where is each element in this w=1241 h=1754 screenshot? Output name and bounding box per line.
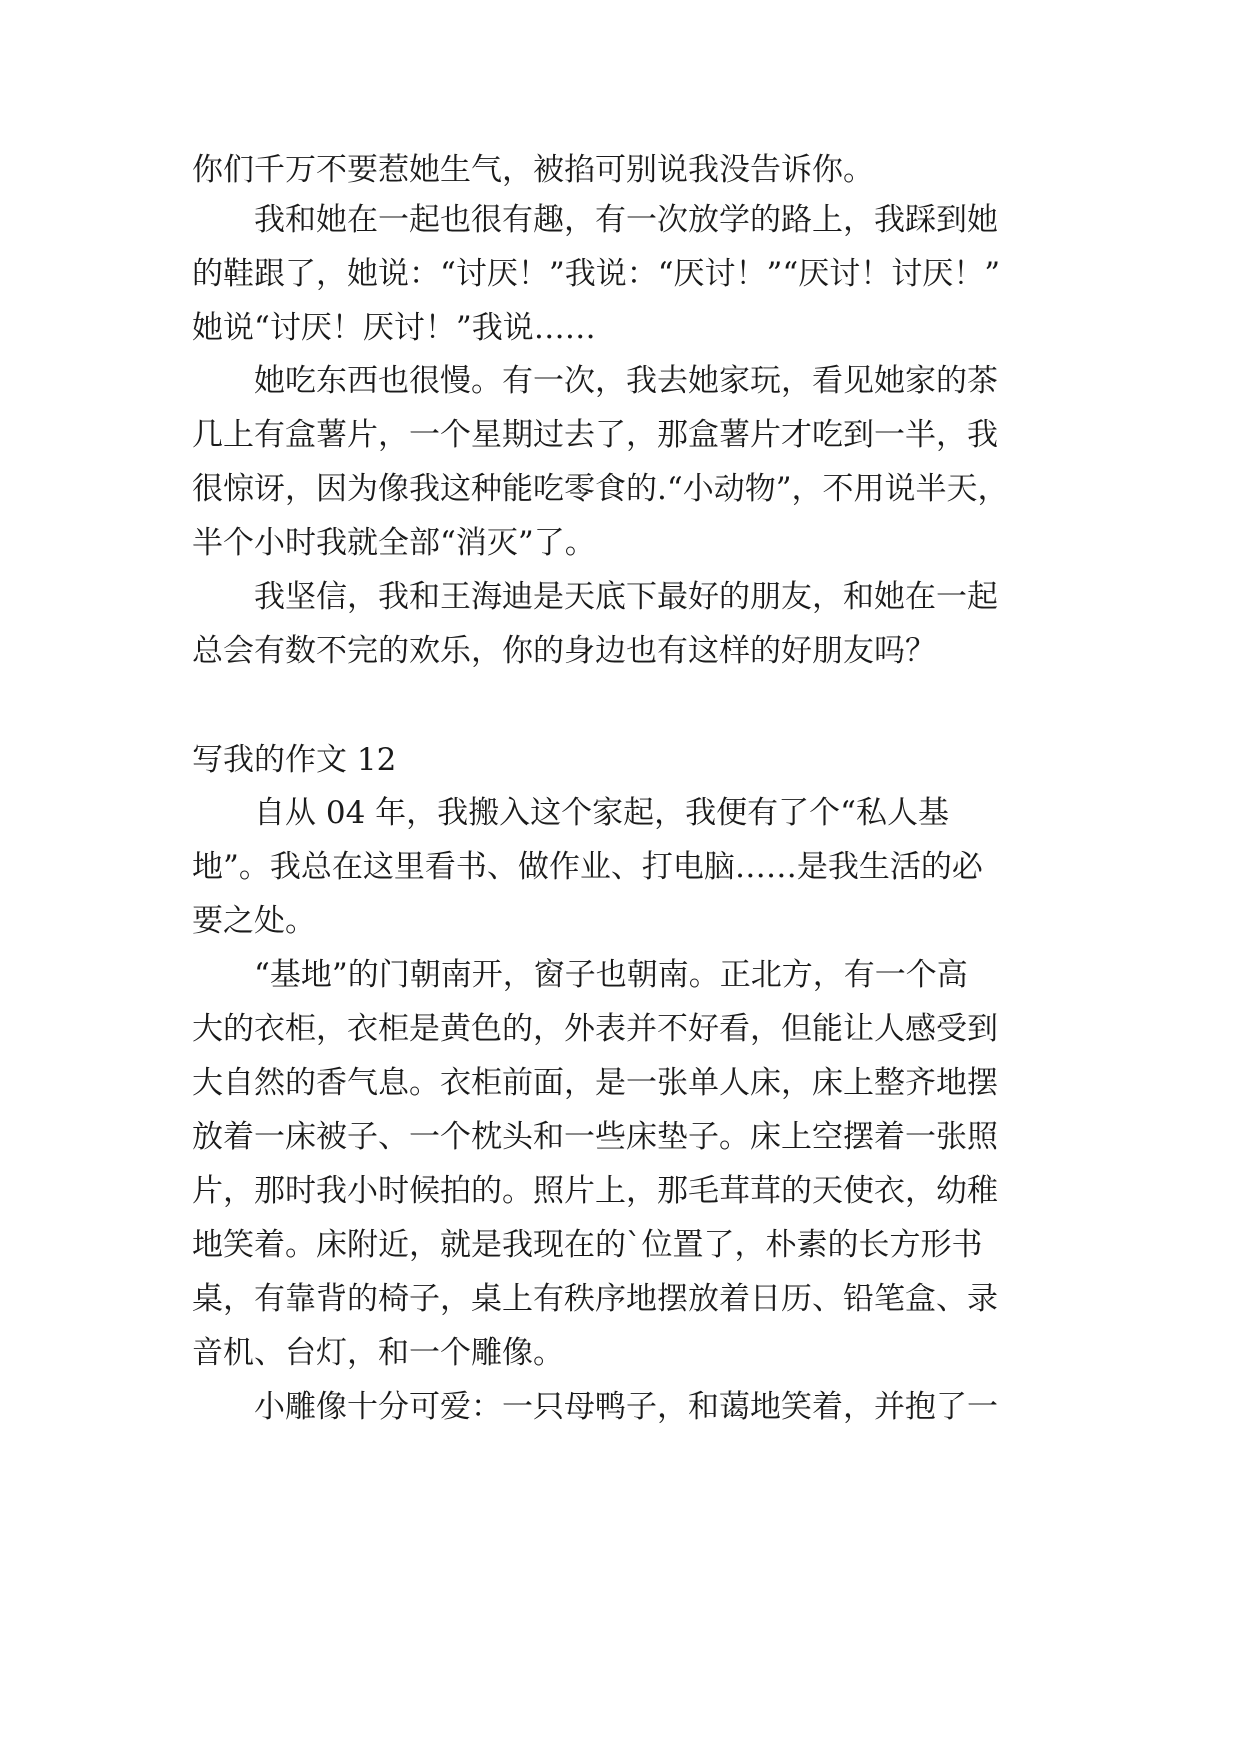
paragraph-6-line-3: 大自然的香气息。衣柜前面，是一张单人床，床上整齐地摆	[192, 1065, 998, 1101]
paragraph-6-line-8: 音机、台灯，和一个雕像。	[192, 1335, 564, 1371]
paragraph-2-line-2: 的鞋跟了，她说：“讨厌！”我说：“厌讨！”“厌讨！讨厌！”	[192, 256, 1001, 292]
section-title: 写我的作文 12	[192, 742, 397, 778]
paragraph-6-line-1: “基地”的门朝南开，窗子也朝南。正北方，有一个高	[254, 957, 968, 993]
paragraph-3-line-2: 几上有盒薯片，一个星期过去了，那盒薯片才吃到一半，我	[192, 417, 998, 453]
paragraph-7-line-1: 小雕像十分可爱：一只母鸭子，和蔼地笑着，并抱了一	[254, 1389, 998, 1425]
paragraph-6-line-4: 放着一床被子、一个枕头和一些床垫子。床上空摆着一张照	[192, 1119, 998, 1155]
paragraph-5-line-3: 要之处。	[192, 903, 316, 939]
paragraph-6-line-6: 地笑着。床附近，就是我现在的`位置了，朴素的长方形书	[192, 1227, 983, 1263]
paragraph-2-line-3: 她说“讨厌！厌讨！”我说……	[192, 310, 596, 346]
paragraph-6-line-5: 片，那时我小时候拍的。照片上，那毛茸茸的天使衣，幼稚	[192, 1173, 998, 1209]
paragraph-4-line-2: 总会有数不完的欢乐，你的身边也有这样的好朋友吗？	[192, 633, 936, 669]
paragraph-2-line-1: 我和她在一起也很有趣，有一次放学的路上，我踩到她	[254, 202, 998, 238]
paragraph-3-line-4: 半个小时我就全部“消灭”了。	[192, 525, 596, 561]
paragraph-4-line-1: 我坚信，我和王海迪是天底下最好的朋友，和她在一起	[254, 579, 998, 615]
paragraph-5-line-2: 地”。我总在这里看书、做作业、打电脑……是我生活的必	[192, 849, 983, 885]
paragraph-3-line-3: 很惊讶，因为像我这种能吃零食的.“小动物”，不用说半天，	[192, 471, 1009, 507]
paragraph-6-line-2: 大的衣柜，衣柜是黄色的，外表并不好看，但能让人感受到	[192, 1011, 998, 1047]
paragraph-5-line-1: 自从 04 年，我搬入这个家起，我便有了个“私人基	[254, 795, 950, 831]
paragraph-1-line-1: 你们千万不要惹她生气，被掐可别说我没告诉你。	[192, 152, 874, 188]
paragraph-3-line-1: 她吃东西也很慢。有一次，我去她家玩，看见她家的茶	[254, 363, 998, 399]
paragraph-6-line-7: 桌，有靠背的椅子，桌上有秩序地摆放着日历、铅笔盒、录	[192, 1281, 998, 1317]
